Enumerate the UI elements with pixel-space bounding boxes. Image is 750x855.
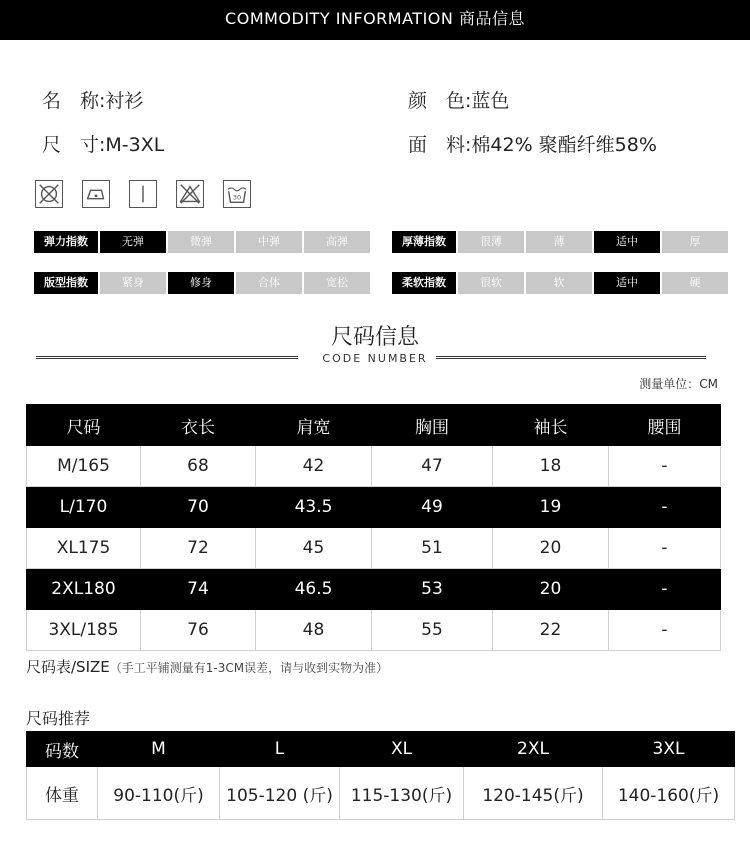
- table-row: [27, 487, 721, 528]
- fabric-label: 面 料:: [408, 134, 472, 156]
- iron-low-icon: [82, 180, 110, 208]
- table-cell: 76: [141, 610, 256, 651]
- header-cell: M: [98, 732, 220, 767]
- header-cell: 肩宽: [256, 405, 372, 446]
- table-cell: 2XL180: [27, 569, 141, 610]
- header-cell: L: [220, 732, 340, 767]
- size-section-title: 尺码信息: [330, 325, 419, 350]
- header-cell: 2XL: [464, 732, 603, 767]
- table-cell: 43.5: [256, 487, 372, 528]
- fit-index: [34, 272, 370, 294]
- table-cell: 18: [493, 446, 609, 487]
- table-cell: M/165: [27, 446, 141, 487]
- size-note: [26, 656, 388, 677]
- thickness-label: 厚薄指数: [392, 231, 456, 253]
- size-value: M-3XL: [105, 134, 165, 156]
- size-label: 尺 寸:: [42, 134, 106, 156]
- elasticity-index: [34, 231, 370, 253]
- measure-unit: 测量单位：CM: [639, 377, 718, 391]
- table-cell: 53: [372, 569, 493, 610]
- header-cell: 胸围: [372, 405, 493, 446]
- fabric-value: 棉42% 聚酯纤维58%: [471, 134, 657, 156]
- table-row: [27, 569, 721, 610]
- table-cell: 120-145(斤): [464, 767, 603, 820]
- table-cell: 55: [372, 610, 493, 651]
- table-cell: 体重: [27, 767, 98, 820]
- color-label: 颜 色:: [408, 90, 472, 112]
- thickness-option: 薄: [526, 231, 592, 253]
- softness-label: 柔软指数: [392, 272, 456, 294]
- table-row: [27, 528, 721, 569]
- info-fabric: [408, 130, 657, 157]
- fit-option: 紧身: [100, 272, 166, 294]
- size-section-subtitle: CODE NUMBER: [322, 352, 428, 365]
- table-cell: 22: [493, 610, 609, 651]
- table-cell: 42: [256, 446, 372, 487]
- table-cell: 20: [493, 528, 609, 569]
- header-cell: 尺码: [27, 405, 141, 446]
- table-cell: 46.5: [256, 569, 372, 610]
- info-size: [42, 130, 164, 157]
- info-color: [408, 86, 509, 113]
- wash-temp-label: 30: [232, 193, 242, 202]
- table-cell: -: [609, 446, 721, 487]
- name-label: 名 称:: [42, 90, 106, 112]
- softness-option: 硬: [662, 272, 728, 294]
- table-cell: 74: [141, 569, 256, 610]
- recommend-table: [26, 731, 735, 820]
- softness-option: 很软: [458, 272, 524, 294]
- elasticity-option: 微弹: [168, 231, 234, 253]
- size-note-detail: （手工平铺测量有1-3CM误差，请与收到实物为准）: [109, 661, 389, 675]
- table-cell: 90-110(斤): [98, 767, 220, 820]
- thickness-index: [392, 231, 728, 253]
- table-cell: -: [609, 569, 721, 610]
- fit-label: 版型指数: [34, 272, 98, 294]
- table-cell: 70: [141, 487, 256, 528]
- name-value: 衬衫: [105, 90, 144, 112]
- header-title: COMMODITY INFORMATION 商品信息: [225, 9, 525, 28]
- softness-option: 软: [526, 272, 592, 294]
- table-cell: L/170: [27, 487, 141, 528]
- thickness-option: 很薄: [458, 231, 524, 253]
- thickness-option: 厚: [662, 231, 728, 253]
- size-note-main: 尺码表/SIZE: [26, 658, 110, 676]
- header-cell: 3XL: [603, 732, 735, 767]
- table-row: [27, 610, 721, 651]
- size-table: [26, 404, 721, 651]
- softness-option: 适中: [594, 272, 660, 294]
- table-cell: 45: [256, 528, 372, 569]
- table-row: [27, 446, 721, 487]
- header-cell: 腰围: [609, 405, 721, 446]
- fit-option: 修身: [168, 272, 234, 294]
- table-cell: 19: [493, 487, 609, 528]
- elasticity-option: 高弹: [304, 231, 370, 253]
- table-cell: 20: [493, 569, 609, 610]
- elasticity-option: 无弹: [100, 231, 166, 253]
- fit-option: 宽松: [304, 272, 370, 294]
- table-cell: 3XL/185: [27, 610, 141, 651]
- header-cell: 码数: [27, 732, 98, 767]
- table-cell: -: [609, 528, 721, 569]
- table-cell: -: [609, 610, 721, 651]
- table-cell: 115-130(斤): [340, 767, 464, 820]
- table-cell: 47: [372, 446, 493, 487]
- fit-option: 合体: [236, 272, 302, 294]
- elasticity-label: 弹力指数: [34, 231, 98, 253]
- header-cell: 袖长: [493, 405, 609, 446]
- recommend-title: 尺码推荐: [26, 709, 91, 728]
- table-cell: 140-160(斤): [603, 767, 735, 820]
- header-underline: [0, 38, 750, 40]
- table-cell: 105-120 (斤): [220, 767, 340, 820]
- table-cell: 51: [372, 528, 493, 569]
- table-header-row: [27, 405, 721, 446]
- wash-30-icon: [223, 180, 251, 208]
- no-tumble-dry-icon: [176, 180, 204, 208]
- table-cell: 72: [141, 528, 256, 569]
- elasticity-option: 中弹: [236, 231, 302, 253]
- no-dry-clean-icon: [35, 180, 63, 208]
- table-cell: XL175: [27, 528, 141, 569]
- table-cell: 68: [141, 446, 256, 487]
- header-cell: XL: [340, 732, 464, 767]
- info-name: [42, 86, 143, 113]
- color-value: 蓝色: [471, 90, 510, 112]
- recommend-header-row: [27, 732, 735, 767]
- softness-index: [392, 272, 728, 294]
- table-cell: 49: [372, 487, 493, 528]
- no-bleach-icon: [129, 180, 157, 208]
- recommend-row: [27, 767, 735, 820]
- table-cell: 48: [256, 610, 372, 651]
- header-cell: 衣长: [141, 405, 256, 446]
- table-cell: -: [609, 487, 721, 528]
- thickness-option: 适中: [594, 231, 660, 253]
